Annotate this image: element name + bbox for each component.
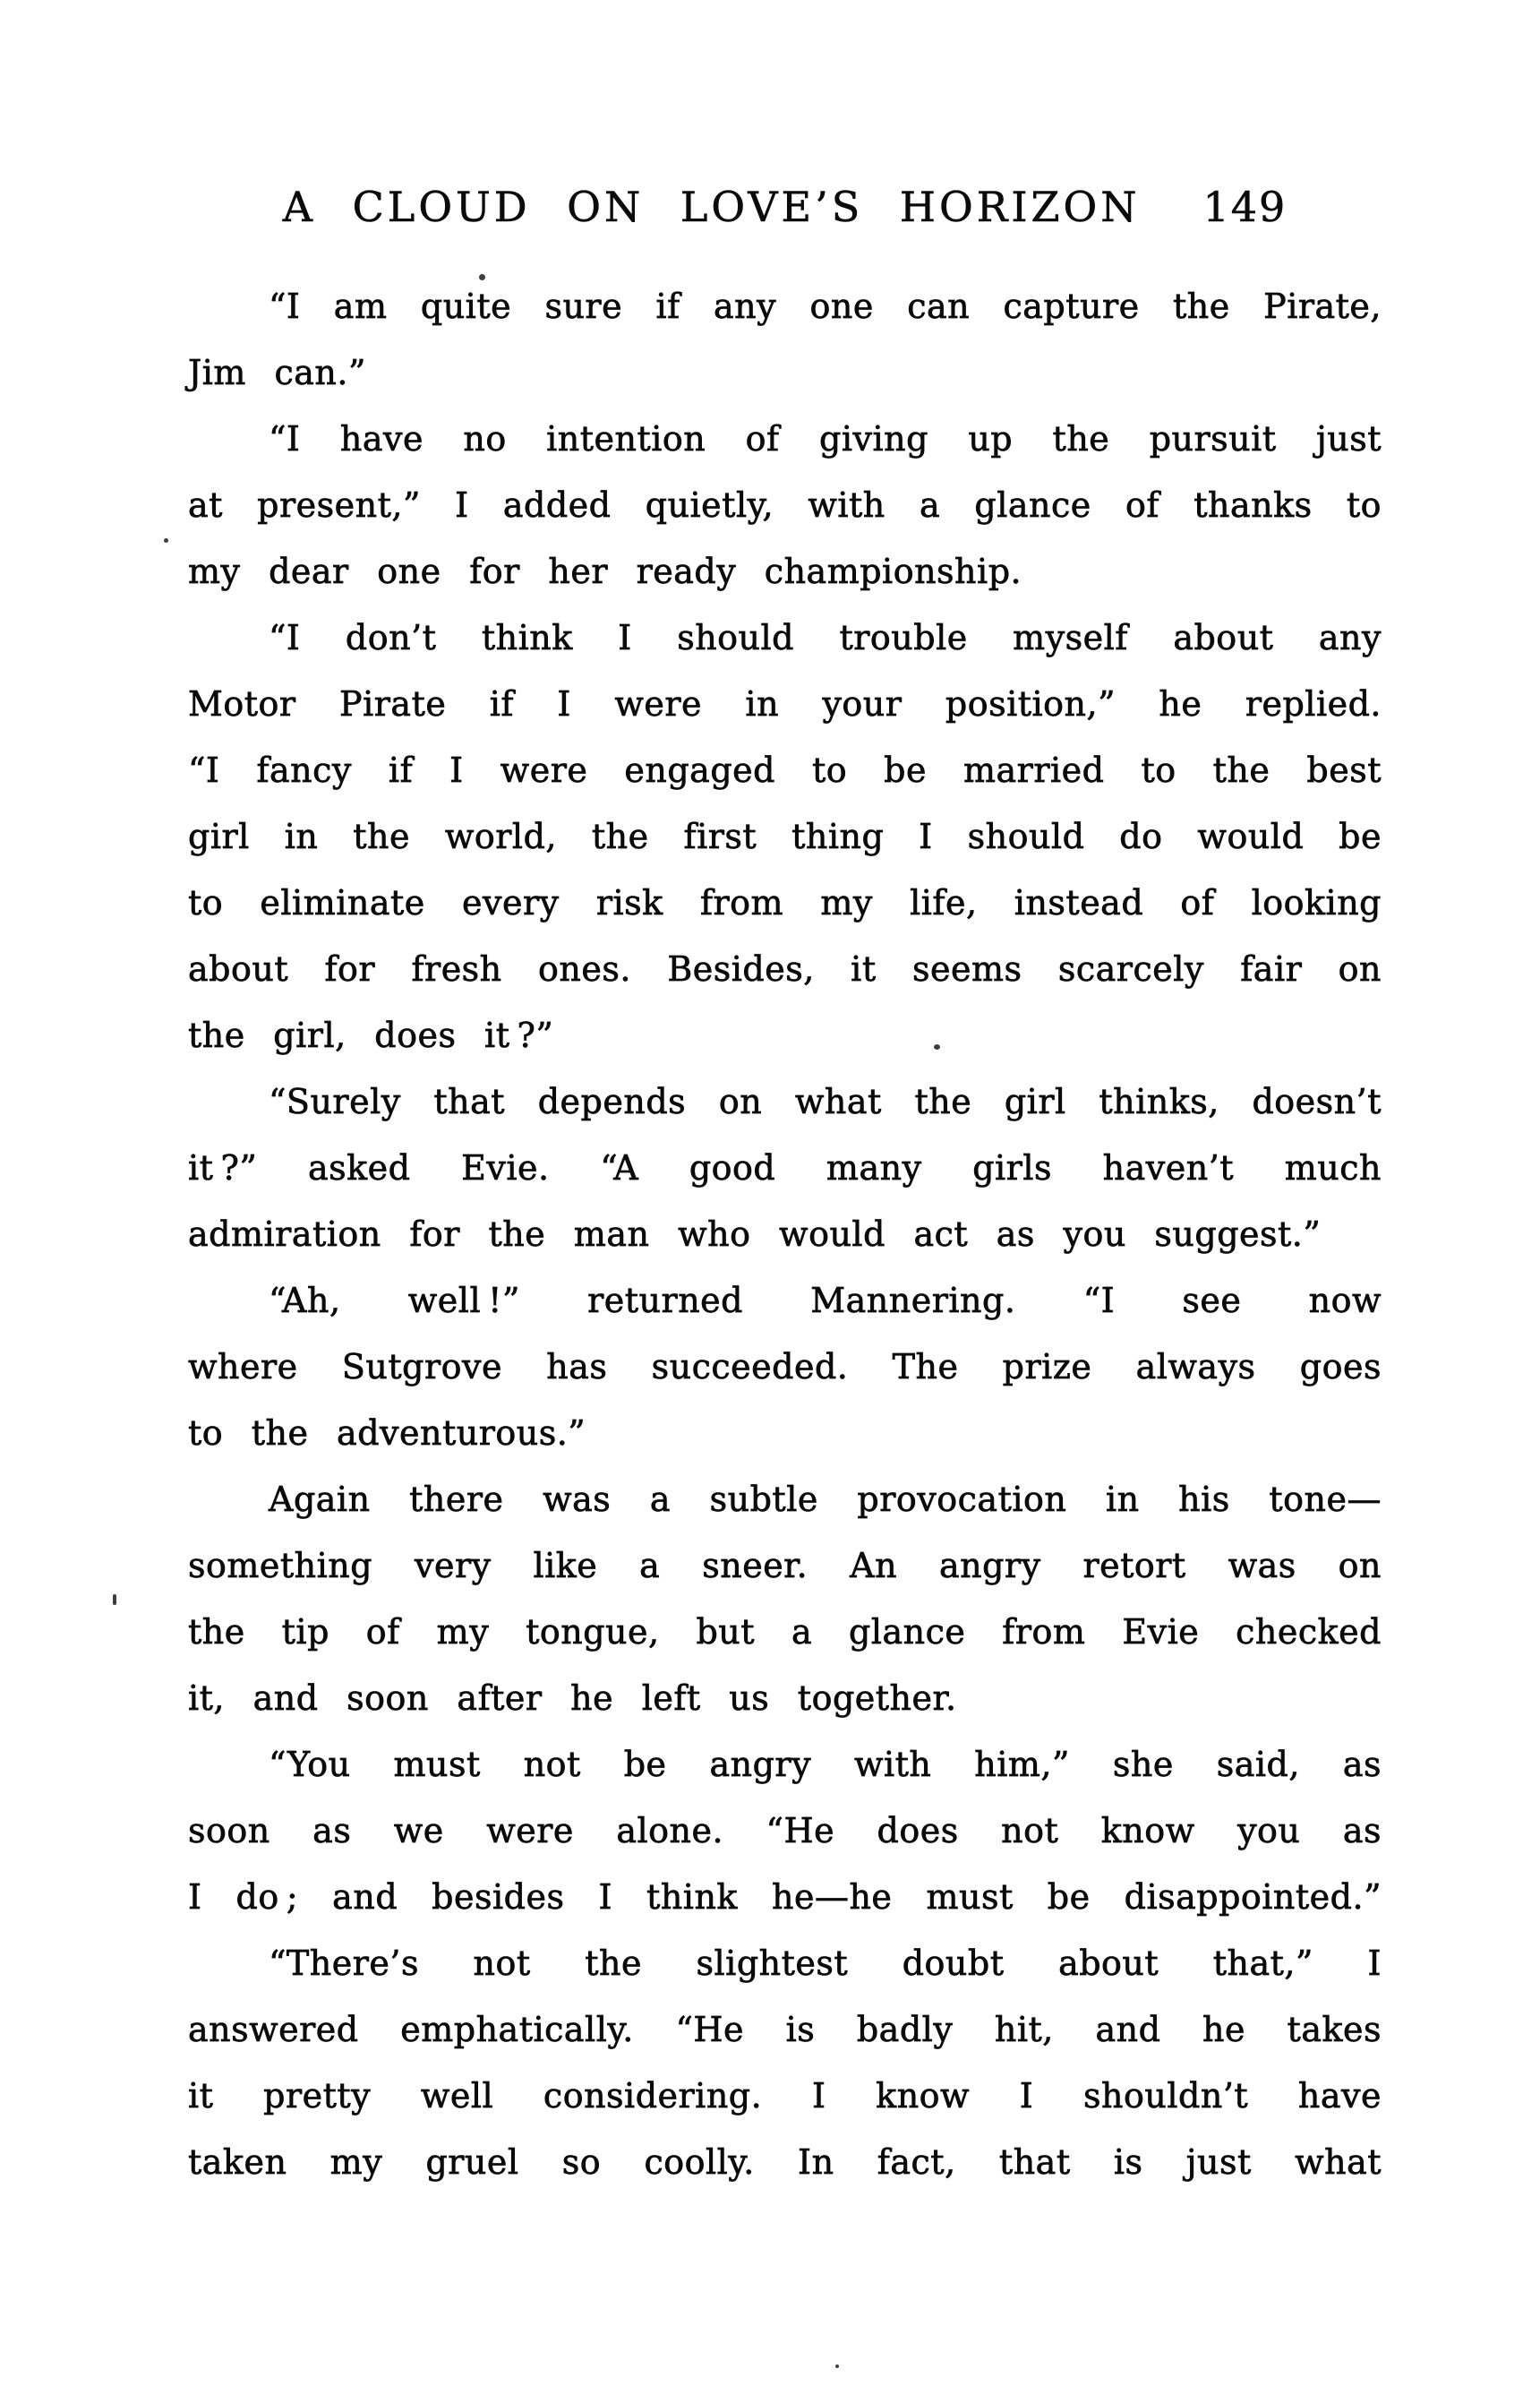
paragraph: [188, 605, 1382, 1068]
text-line: girl in the world, the first thing I should do would be: [188, 817, 1382, 856]
text-line: taken my gruel so coolly. In fact, that is just what: [188, 2142, 1382, 2182]
paragraph: [188, 1930, 1382, 2195]
running-title: A CLOUD ON LOVE’S HORIZON: [282, 183, 1141, 231]
scan-speck: [479, 274, 485, 280]
page-header: [188, 184, 1382, 231]
page-text: [188, 273, 1382, 2195]
text-line: “I have no intention of giving up the pursuit just: [269, 419, 1382, 459]
text-column: [188, 184, 1382, 2195]
text-line: it ?” asked Evie. “A good many girls haven’t much: [188, 1148, 1382, 1188]
text-line: my dear one for her ready championship.: [188, 552, 1022, 591]
text-line: something very like a sneer. An angry retort was on: [188, 1546, 1382, 1585]
text-line: it, and soon after he left us together.: [188, 1678, 957, 1718]
text-line: Again there was a subtle provocation in his tone—: [269, 1480, 1382, 1519]
text-line: at present,” I added quietly, with a glance of thanks to: [188, 485, 1382, 525]
text-line: admiration for the man who would act as you suggest.”: [188, 1214, 1322, 1254]
scan-speck: [113, 1594, 116, 1605]
text-line: Motor Pirate if I were in your position,” he replied.: [188, 684, 1382, 724]
text-line: “I don’t think I should trouble myself about any: [269, 618, 1382, 657]
text-line: “Surely that depends on what the girl thinks, doesn’t: [269, 1082, 1382, 1121]
text-line: it pretty well considering. I know I shouldn’t have: [188, 2076, 1382, 2115]
scan-speck: [835, 2364, 839, 2368]
scan-speck: [934, 1044, 940, 1050]
text-line: the girl, does it ?”: [188, 1016, 554, 1055]
text-line: to the adventurous.”: [188, 1413, 586, 1453]
paragraph: [188, 1731, 1382, 1930]
text-line: soon as we were alone. “He does not know you as: [188, 1811, 1382, 1850]
text-line: answered emphatically. “He is badly hit, and he takes: [188, 2010, 1382, 2049]
paragraph: [188, 406, 1382, 605]
text-line: the tip of my tongue, but a glance from Evie checked: [188, 1612, 1382, 1652]
paragraph: [188, 1466, 1382, 1731]
paragraph: [188, 1068, 1382, 1267]
page-number: 149: [1202, 183, 1288, 231]
text-line: where Sutgrove has succeeded. The prize always goes: [188, 1347, 1382, 1386]
paragraph: [188, 1267, 1382, 1466]
paragraph: [188, 273, 1382, 406]
text-line: Jim can.”: [188, 353, 366, 392]
text-line: “You must not be angry with him,” she said, as: [269, 1745, 1382, 1784]
text-line: “I am quite sure if any one can capture the Pirate,: [269, 287, 1382, 326]
scan-speck: [164, 538, 168, 543]
text-line: “Ah, well !” returned Mannering. “I see now: [269, 1281, 1382, 1320]
text-line: about for fresh ones. Besides, it seems scarcely fair on: [188, 949, 1382, 989]
text-line: “There’s not the slightest doubt about that,” I: [269, 1944, 1382, 1983]
text-line: “I fancy if I were engaged to be married to the best: [188, 751, 1382, 790]
text-line: I do ; and besides I think he—he must be disappointed.”: [188, 1877, 1382, 1917]
text-line: to eliminate every risk from my life, instead of looking: [188, 883, 1382, 923]
